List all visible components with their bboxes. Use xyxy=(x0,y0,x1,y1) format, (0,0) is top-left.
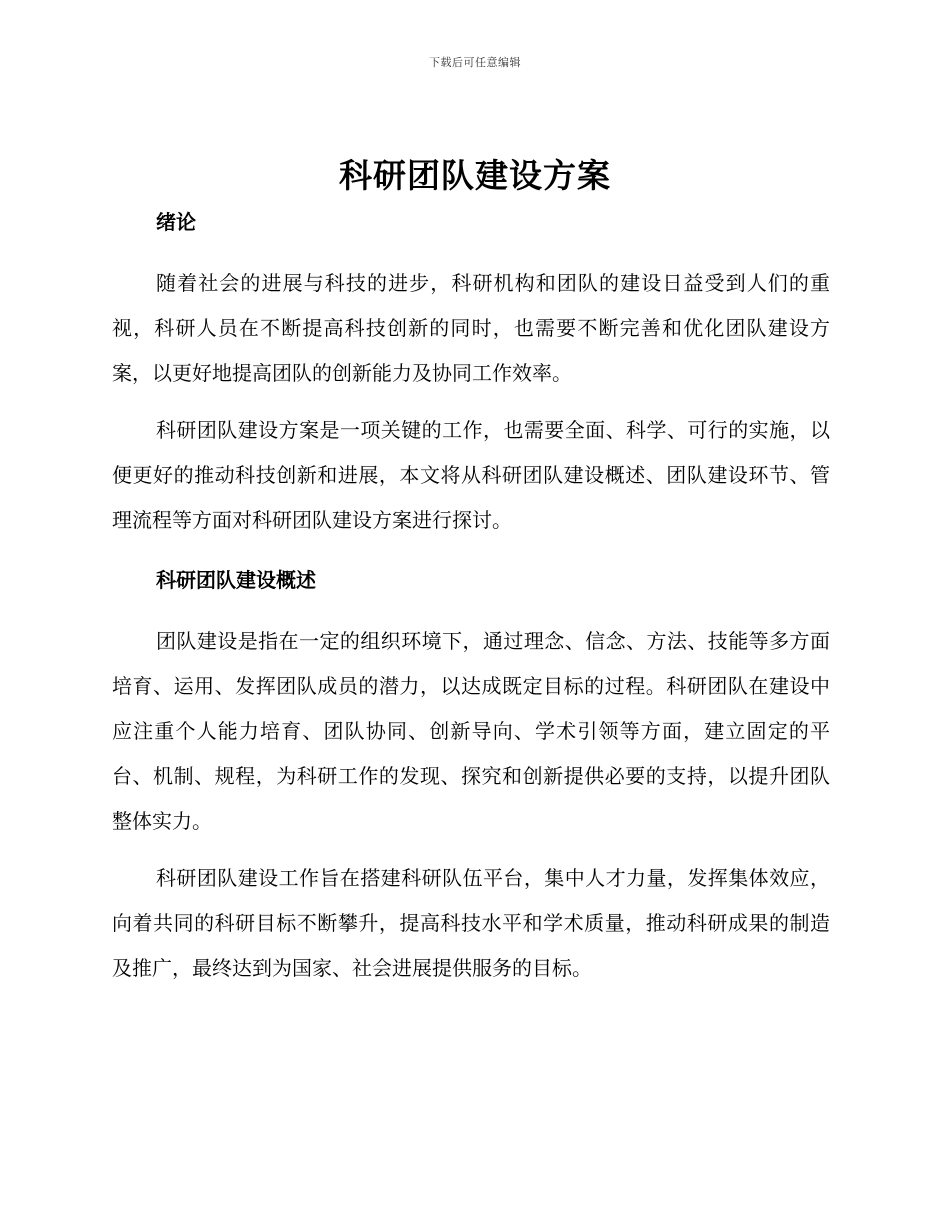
paragraph: 科研团队建设工作旨在搭建科研队伍平台，集中人才力量，发挥集体效应，向着共同的科研目标不断攀升，提高科技水平和学术质量，推动科研成果的制造及推广，最终达到为国家、社会进展提供服务的目标。 xyxy=(112,866,830,980)
section-heading-introduction: 绪论 xyxy=(156,210,196,234)
document-title: 科研团队建设方案 xyxy=(339,156,611,195)
paragraph: 团队建设是指在一定的组织环境下，通过理念、信念、方法、技能等多方面培育、运用、发挥团队成员的潜力，以达成既定目标的过程。科研团队在建设中应注重个人能力培育、团队协同、创新导向、学术引领等方面，建立固定的平台、机制、规程，为科研工作的发现、探究和创新提供必要的支持，以提升团队整体实力。 xyxy=(112,629,830,833)
section-heading-overview: 科研团队建设概述 xyxy=(156,568,316,592)
document-body xyxy=(112,205,830,991)
page-header-note: 下载后可任意编辑 xyxy=(429,56,521,69)
paragraph: 科研团队建设方案是一项关键的工作，也需要全面、科学、可行的实施，以便更好的推动科技创新和进展，本文将从科研团队建设概述、团队建设环节、管理流程等方面对科研团队建设方案进行探讨。 xyxy=(112,418,830,532)
paragraph: 随着社会的进展与科技的进步，科研机构和团队的建设日益受到人们的重视，科研人员在不断提高科技创新的同时，也需要不断完善和优化团队建设方案，以更好地提高团队的创新能力及协同工作效率。 xyxy=(112,271,830,385)
